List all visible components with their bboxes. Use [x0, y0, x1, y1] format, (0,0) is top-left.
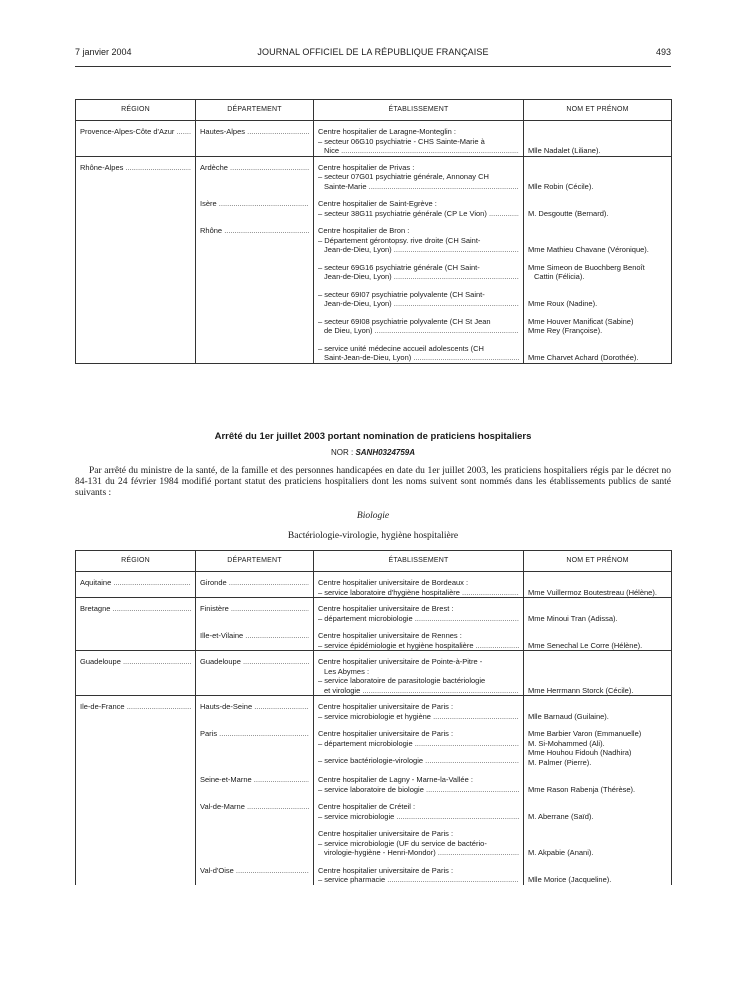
departement-cell: [196, 191, 314, 218]
etablissement-cell: [314, 218, 524, 255]
cell-line: Mme Herrmann Storck (Cécile).: [528, 685, 634, 695]
etablissement-cell: [314, 598, 524, 624]
cell-line: M. Akpabie (Anani).: [528, 848, 594, 857]
cell-line: – Département gérontopsy. rive droite (CH Saint-: [318, 235, 481, 245]
nom-cell: [524, 156, 672, 191]
nom-cell: [524, 767, 672, 794]
cell-line: Nice .....: [318, 146, 519, 156]
table-row: [76, 336, 672, 364]
cell-line: Mme Minoui Tran (Adissa).: [528, 613, 618, 623]
departement-cell: [196, 572, 314, 598]
cell-line: Mlle Barnaud (Guilaine).: [528, 711, 609, 721]
region-cell: [76, 572, 196, 598]
departement-cell: [196, 794, 314, 821]
region-cell: [76, 336, 196, 364]
cell-line: Jean-de-Dieu, Lyon) .....: [318, 245, 519, 255]
header-rule: [75, 66, 671, 67]
cell-line: Rhône .....: [200, 226, 309, 236]
departement-cell: [196, 336, 314, 364]
table-row: [76, 858, 672, 885]
cell-line: Centre hospitalier universitaire de Paris :: [318, 702, 454, 711]
region-cell: [76, 794, 196, 821]
etablissement-cell: [314, 821, 524, 858]
nom-cell: [524, 748, 672, 767]
column-header-etablissement: ÉTABLISSEMENT: [314, 551, 524, 572]
table-row: [76, 255, 672, 282]
nom-cell: [524, 858, 672, 885]
column-header-nom: NOM ET PRÉNOM: [524, 551, 672, 572]
region-cell: [76, 309, 196, 336]
region-cell: [76, 696, 196, 722]
cell-line: M. Si-Mohammed (Ali).: [528, 738, 605, 748]
region-cell: [76, 598, 196, 624]
cell-line: Mme Simeon de Buochberg Benoît: [528, 262, 645, 272]
cell-line: Provence-Alpes-Côte d'Azur .....: [80, 127, 191, 137]
cell-line: et virologie .....: [318, 686, 519, 696]
cell-line: Mlle Robin (Cécile).: [528, 181, 594, 191]
etablissement-cell: [314, 794, 524, 821]
cell-line: Mme Vuillermoz Boutestreau (Hélène).: [528, 587, 657, 597]
table-row: [76, 696, 672, 722]
arrete-body-paragraph: Par arrêté du ministre de la santé, de la famille et des personnes handicapées en date du 1er juillet 2003, les praticiens hospitaliers régis par le décret no 84-131 du 24 février 1984 modifié portant statut des praticiens hospitaliers dont les noms suivent sont nommés dans les établissements publics de santé suivants :: [75, 466, 671, 498]
etablissement-cell: [314, 623, 524, 651]
region-cell: [76, 858, 196, 885]
cell-line: Saint-Jean-de-Dieu, Lyon) .....: [318, 353, 519, 363]
nom-cell: [524, 255, 672, 282]
cell-line: Centre hospitalier universitaire de Paris :: [318, 865, 454, 875]
cell-line: Mme Rason Rabenja (Thérèse).: [528, 784, 636, 794]
cell-line: Centre hospitalier universitaire de Paris :: [318, 829, 454, 838]
departement-cell: [196, 767, 314, 794]
cell-line: virologie-hygiène - Henri-Mondor) .....: [318, 848, 519, 858]
table-row: [76, 191, 672, 218]
cell-line: – secteur 69I08 psychiatrie polyvalente (CH St Jean: [318, 316, 491, 326]
region-cell: [76, 121, 196, 157]
column-header-region: RÉGION: [76, 551, 196, 572]
column-header-region: RÉGION: [76, 100, 196, 121]
cell-line: – secteur 69I07 psychiatrie polyvalente (CH Saint-: [318, 289, 485, 299]
table-row: [76, 721, 672, 748]
nom-cell: [524, 121, 672, 157]
cell-line: – service bactériologie-virologie .....: [318, 756, 519, 766]
table-row: [76, 121, 672, 157]
cell-line: – service pharmacie .....: [318, 875, 519, 885]
nom-cell: [524, 821, 672, 858]
nom-cell: [524, 598, 672, 624]
header-journal-title: JOURNAL OFFICIEL DE LA RÉPUBLIQUE FRANÇAISE: [257, 47, 489, 57]
nor-label: NOR :: [330, 448, 354, 457]
region-cell: [76, 821, 196, 858]
cell-line: Hautes-Alpes .....: [200, 127, 309, 137]
cell-line: – service unité médecine accueil adolescents (CH: [318, 343, 484, 353]
cell-line: Cattin (Félicia).: [534, 272, 585, 281]
nom-cell: [524, 336, 672, 364]
region-cell: [76, 721, 196, 748]
subsection-heading: Bactériologie-virologie, hygiène hospitalière: [287, 531, 459, 541]
cell-line: Centre hospitalier de Créteil :: [318, 802, 416, 811]
region-cell: [76, 623, 196, 651]
cell-line: Val-d'Oise .....: [200, 866, 309, 876]
cell-line: Mlle Nadalet (Liliane).: [528, 146, 601, 155]
table-row: [76, 282, 672, 309]
cell-line: – service laboratoire de biologie .....: [318, 785, 519, 795]
etablissement-cell: [314, 336, 524, 364]
departement-cell: [196, 282, 314, 309]
cell-line: Mme Houver Manificat (Sabine): [528, 316, 634, 326]
cell-line: M. Desgoutte (Bernard).: [528, 208, 609, 218]
nom-cell: [524, 696, 672, 722]
cell-line: – service épidémiologie et hygiène hospitalière .....: [318, 641, 519, 651]
cell-line: Val-de-Marne .....: [200, 802, 309, 812]
region-cell: [76, 748, 196, 767]
etablissement-cell: [314, 858, 524, 885]
departement-cell: [196, 309, 314, 336]
departement-cell: [196, 858, 314, 885]
table-row: [76, 794, 672, 821]
nor-reference: [75, 448, 671, 457]
cell-line: Ile-de-France .....: [80, 702, 191, 712]
column-header-departement: DÉPARTEMENT: [196, 551, 314, 572]
nom-cell: [524, 721, 672, 748]
table-header-row: [76, 551, 672, 572]
nom-cell: [524, 309, 672, 336]
nom-cell: [524, 794, 672, 821]
cell-line: – département microbiologie .....: [318, 614, 519, 624]
cell-line: – service microbiologie et hygiène .....: [318, 712, 519, 722]
cell-line: Centre hospitalier de Laragne-Monteglin :: [318, 127, 456, 136]
arrete-title: Arrêté du 1er juillet 2003 portant nomination de praticiens hospitaliers: [214, 431, 532, 442]
departement-cell: [196, 651, 314, 696]
departement-cell: [196, 218, 314, 255]
nom-cell: [524, 218, 672, 255]
departement-cell: [196, 696, 314, 722]
cell-line: – service microbiologie .....: [318, 812, 519, 822]
table-row: [76, 598, 672, 624]
cell-line: Centre hospitalier de Bron :: [318, 226, 410, 235]
cell-line: Jean-de-Dieu, Lyon) .....: [318, 299, 519, 309]
table-row: [76, 156, 672, 191]
departement-cell: [196, 821, 314, 858]
column-header-nom: NOM ET PRÉNOM: [524, 100, 672, 121]
cell-line: Mme Charvet Achard (Dorothée).: [528, 353, 639, 362]
cell-line: Guadeloupe .....: [200, 657, 309, 667]
departement-cell: [196, 748, 314, 767]
cell-line: Mme Barbier Varon (Emmanuelle): [528, 729, 642, 738]
cell-line: Gironde .....: [200, 578, 309, 588]
region-cell: [76, 767, 196, 794]
header-date: 7 janvier 2004: [75, 47, 132, 57]
table-row: [76, 623, 672, 651]
region-cell: [76, 191, 196, 218]
cell-line: – secteur 38G11 psychiatrie générale (CP Le Vion) .....: [318, 209, 519, 219]
cell-line: Aquitaine .....: [80, 578, 191, 588]
etablissement-cell: [314, 282, 524, 309]
column-header-departement: DÉPARTEMENT: [196, 100, 314, 121]
table-row: [76, 767, 672, 794]
nom-cell: [524, 623, 672, 651]
region-cell: [76, 282, 196, 309]
region-cell: [76, 255, 196, 282]
cell-line: Mme Mathieu Chavane (Véronique).: [528, 245, 649, 254]
cell-line: Isère .....: [200, 199, 309, 209]
cell-line: Sainte-Marie .....: [318, 182, 519, 192]
table-row: [76, 572, 672, 598]
cell-line: Hauts-de-Seine .....: [200, 702, 309, 712]
etablissement-cell: [314, 651, 524, 696]
region-cell: [76, 156, 196, 191]
nom-cell: [524, 572, 672, 598]
cell-line: Mlle Morice (Jacqueline).: [528, 875, 612, 884]
etablissement-cell: [314, 767, 524, 794]
cell-line: Les Abymes :: [324, 666, 370, 676]
table-header-row: [76, 100, 672, 121]
nom-cell: [524, 651, 672, 696]
cell-line: – secteur 07G01 psychiatrie générale, Annonay CH: [318, 172, 489, 181]
cell-line: Mme Senechal Le Corre (Hélène).: [528, 640, 643, 650]
cell-line: Ardèche .....: [200, 163, 309, 173]
cell-line: – département microbiologie .....: [318, 739, 519, 749]
table-row: [76, 218, 672, 255]
nom-cell: [524, 282, 672, 309]
column-header-etablissement: ÉTABLISSEMENT: [314, 100, 524, 121]
nor-code: SANH0324759A: [355, 448, 416, 457]
cell-line: Centre hospitalier universitaire de Rennes :: [318, 631, 462, 640]
etablissement-cell: [314, 121, 524, 157]
table-row: [76, 651, 672, 696]
etablissement-cell: [314, 721, 524, 748]
etablissement-cell: [314, 572, 524, 598]
cell-line: Bretagne .....: [80, 604, 191, 614]
cell-line: Mme Rey (Françoise).: [528, 326, 603, 335]
cell-line: Centre hospitalier universitaire de Pointe-à-Pitre -: [318, 657, 483, 666]
cell-line: M. Palmer (Pierre).: [528, 757, 592, 767]
cell-line: Guadeloupe .....: [80, 657, 191, 667]
cell-line: Centre hospitalier universitaire de Brest :: [318, 604, 454, 613]
departement-cell: [196, 721, 314, 748]
cell-line: – secteur 06G10 psychiatrie - CHS Sainte-Marie à: [318, 136, 485, 146]
cell-line: – service laboratoire de parasitologie bactériologie: [318, 676, 486, 685]
cell-line: Paris .....: [200, 729, 309, 739]
etablissement-cell: [314, 696, 524, 722]
cell-line: Centre hospitalier de Privas :: [318, 162, 415, 172]
cell-line: M. Aberrane (Saïd).: [528, 811, 594, 821]
table-row: [76, 821, 672, 858]
cell-line: – secteur 69G16 psychiatrie générale (CH Saint-: [318, 262, 480, 272]
cell-line: Ille-et-Vilaine .....: [200, 631, 309, 641]
cell-line: Centre hospitalier universitaire de Paris :: [318, 729, 454, 738]
cell-line: – service laboratoire d'hygiène hospitalière .....: [318, 588, 519, 598]
region-cell: [76, 218, 196, 255]
nomination-table-biologie: [75, 550, 672, 885]
etablissement-cell: [314, 156, 524, 191]
cell-line: Rhône-Alpes .....: [80, 163, 191, 173]
nomination-table-psychiatry: [75, 99, 672, 364]
departement-cell: [196, 255, 314, 282]
cell-line: Mme Houhou Fidouh (Nadhira): [528, 748, 632, 757]
nom-cell: [524, 191, 672, 218]
cell-line: de Dieu, Lyon) .....: [318, 326, 519, 336]
cell-line: – service microbiologie (UF du service de bactério-: [318, 838, 487, 848]
page-header: [75, 47, 671, 63]
departement-cell: [196, 598, 314, 624]
etablissement-cell: [314, 191, 524, 218]
header-page-number: 493: [655, 47, 671, 57]
etablissement-cell: [314, 309, 524, 336]
departement-cell: [196, 121, 314, 157]
cell-line: Seine-et-Marne .....: [200, 775, 309, 785]
cell-line: Mme Roux (Nadine).: [528, 299, 598, 308]
section-heading-biologie: Biologie: [356, 511, 390, 521]
cell-line: Jean-de-Dieu, Lyon) .....: [318, 272, 519, 282]
table-row: [76, 309, 672, 336]
departement-cell: [196, 623, 314, 651]
cell-line: Centre hospitalier de Saint-Egrève :: [318, 199, 437, 208]
table-row: [76, 748, 672, 767]
cell-line: Centre hospitalier universitaire de Bordeaux :: [318, 578, 469, 587]
cell-line: Finistère .....: [200, 604, 309, 614]
etablissement-cell: [314, 255, 524, 282]
departement-cell: [196, 156, 314, 191]
cell-line: Centre hospitalier de Lagny - Marne-la-Vallée :: [318, 775, 473, 784]
region-cell: [76, 651, 196, 696]
etablissement-cell: [314, 748, 524, 767]
